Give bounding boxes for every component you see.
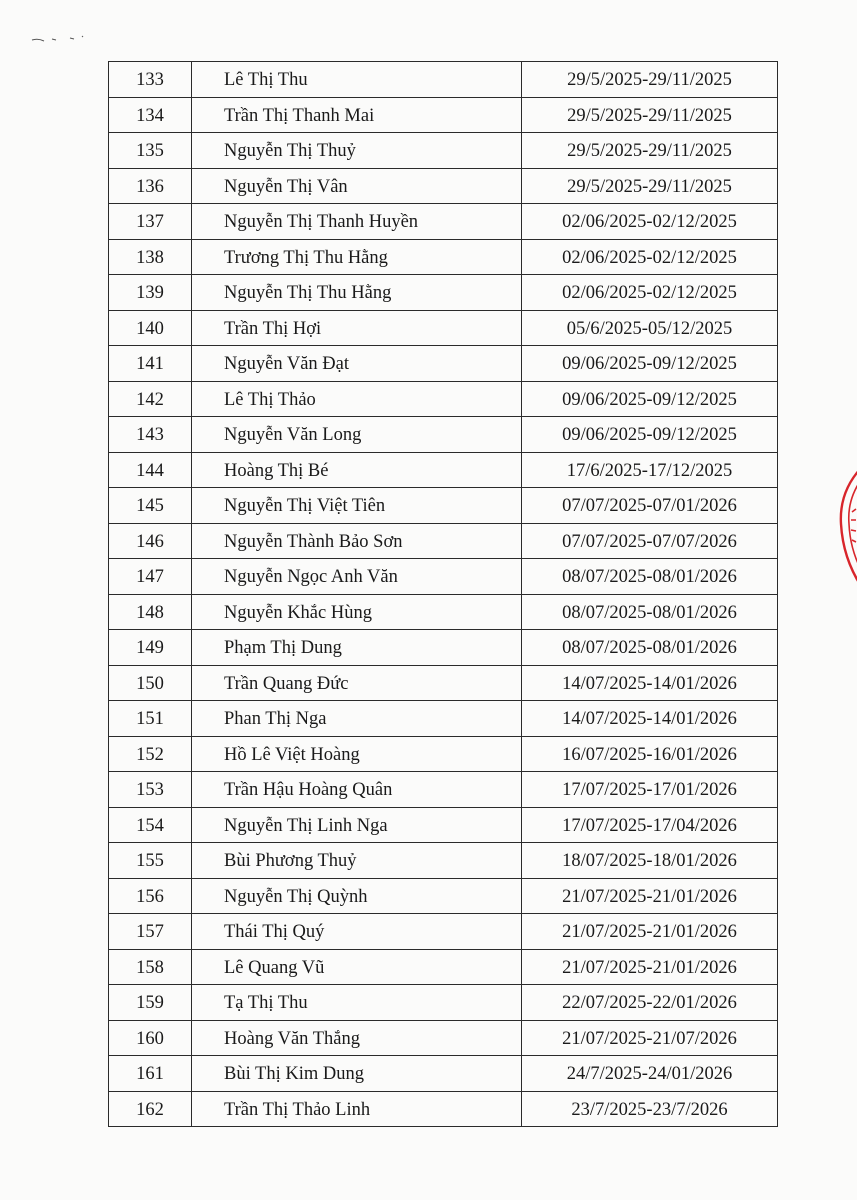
date-range-cell: [522, 914, 778, 950]
scan-speck-mark: [30, 34, 90, 44]
full-name: Hồ Lê Việt Hoàng: [224, 744, 360, 765]
table-row: [109, 1091, 778, 1127]
full-name-cell: [192, 1091, 522, 1127]
row-number-cell: [109, 168, 192, 204]
full-name: Nguyễn Thị Quỳnh: [224, 886, 368, 907]
date-range: 09/06/2025-09/12/2025: [562, 354, 737, 374]
row-number: 159: [136, 993, 164, 1013]
row-number: 140: [136, 318, 164, 339]
row-number: 153: [136, 780, 164, 800]
full-name-cell: [192, 665, 522, 701]
full-name: Trương Thị Thu Hằng: [224, 247, 388, 268]
row-number-cell: [109, 1056, 192, 1092]
full-name-cell: [192, 1056, 522, 1092]
date-range: 24/7/2025-24/01/2026: [566, 1064, 733, 1084]
full-name-cell: [192, 878, 522, 914]
table-row: [109, 630, 778, 666]
full-name-cell: [192, 62, 522, 98]
date-range-cell: [522, 275, 778, 311]
date-range: 22/07/2025-22/01/2026: [562, 993, 737, 1013]
date-range: 23/7/2025-23/7/2026: [571, 1099, 728, 1120]
full-name: Lê Thị Thu: [224, 70, 308, 90]
full-name-cell: [192, 701, 522, 737]
full-name-cell: [192, 807, 522, 843]
full-name-cell: [192, 346, 522, 382]
row-number: 138: [136, 247, 164, 268]
table-row: [109, 133, 778, 169]
date-range-cell: [522, 488, 778, 524]
date-range: 21/07/2025-21/01/2026: [562, 957, 737, 978]
table-row: [109, 452, 778, 488]
row-number: 144: [136, 460, 164, 481]
full-name-cell: [192, 559, 522, 595]
full-name: Trần Thị Hợi: [224, 318, 322, 339]
date-range: 29/5/2025-29/11/2025: [567, 141, 732, 161]
row-number: 160: [136, 1028, 164, 1049]
row-number-cell: [109, 346, 192, 382]
table-row: [109, 772, 778, 808]
full-name: Thái Thị Quý: [224, 922, 325, 942]
date-range-cell: [522, 736, 778, 772]
full-name: Trần Quang Đức: [224, 673, 349, 694]
date-range-cell: [522, 701, 778, 737]
date-range-cell: [522, 985, 778, 1021]
table-row: [109, 310, 778, 346]
table-row: [109, 807, 778, 843]
date-range: 21/07/2025-21/07/2026: [562, 1028, 737, 1049]
date-range-cell: [522, 452, 778, 488]
row-number: 139: [136, 283, 164, 303]
date-range-cell: [522, 843, 778, 879]
row-number-cell: [109, 701, 192, 737]
row-number: 154: [136, 815, 164, 836]
row-number: 148: [136, 602, 164, 623]
row-number: 147: [136, 567, 164, 587]
date-range-cell: [522, 878, 778, 914]
full-name: Lê Quang Vũ: [224, 957, 325, 978]
full-name-cell: [192, 594, 522, 630]
row-number-cell: [109, 914, 192, 950]
full-name: Trần Hậu Hoàng Quân: [224, 780, 393, 800]
row-number: 133: [136, 70, 164, 90]
date-range-cell: [522, 772, 778, 808]
date-range: 08/07/2025-08/01/2026: [562, 602, 737, 623]
table-row: [109, 701, 778, 737]
table-row: [109, 559, 778, 595]
full-name: Trần Thị Thảo Linh: [224, 1099, 371, 1120]
full-name-cell: [192, 949, 522, 985]
date-range: 09/06/2025-09/12/2025: [562, 425, 737, 445]
row-number-cell: [109, 97, 192, 133]
date-range-cell: [522, 665, 778, 701]
row-number-cell: [109, 133, 192, 169]
date-range-cell: [522, 949, 778, 985]
table-row: [109, 204, 778, 240]
date-range: 07/07/2025-07/01/2026: [562, 496, 737, 516]
full-name: Phạm Thị Dung: [224, 638, 342, 658]
table-row: [109, 97, 778, 133]
table-row: [109, 523, 778, 559]
row-number: 155: [136, 851, 164, 871]
date-range: 08/07/2025-08/01/2026: [562, 567, 737, 587]
full-name-cell: [192, 630, 522, 666]
date-range-cell: [522, 807, 778, 843]
row-number: 135: [136, 141, 164, 161]
full-name: Nguyễn Văn Đạt: [224, 354, 350, 374]
table-row: [109, 239, 778, 275]
full-name-cell: [192, 488, 522, 524]
date-range-cell: [522, 523, 778, 559]
date-range-cell: [522, 630, 778, 666]
table-row: [109, 275, 778, 311]
full-name-cell: [192, 239, 522, 275]
table-row: [109, 417, 778, 453]
row-number: 162: [136, 1099, 164, 1120]
table-row: [109, 346, 778, 382]
date-range-cell: [522, 381, 778, 417]
full-name-cell: [192, 843, 522, 879]
full-name: Nguyễn Khắc Hùng: [224, 602, 372, 623]
table-row: [109, 665, 778, 701]
table-row: [109, 736, 778, 772]
row-number-cell: [109, 417, 192, 453]
row-number: 141: [136, 354, 164, 374]
row-number-cell: [109, 239, 192, 275]
date-range-cell: [522, 97, 778, 133]
full-name-cell: [192, 772, 522, 808]
date-range: 17/07/2025-17/01/2026: [562, 780, 737, 800]
roster-table-body: [109, 62, 778, 1127]
date-range: 29/5/2025-29/11/2025: [567, 176, 732, 197]
row-number-cell: [109, 381, 192, 417]
table-row: [109, 381, 778, 417]
row-number: 151: [136, 709, 164, 729]
date-range-cell: [522, 310, 778, 346]
date-range-cell: [522, 168, 778, 204]
date-range: 17/07/2025-17/04/2026: [562, 815, 737, 836]
row-number-cell: [109, 62, 192, 98]
date-range-cell: [522, 133, 778, 169]
full-name: Hoàng Thị Bé: [224, 460, 329, 481]
row-number-cell: [109, 1091, 192, 1127]
row-number-cell: [109, 488, 192, 524]
full-name-cell: [192, 985, 522, 1021]
row-number-cell: [109, 807, 192, 843]
full-name-cell: [192, 168, 522, 204]
date-range: 02/06/2025-02/12/2025: [562, 283, 737, 303]
date-range-cell: [522, 62, 778, 98]
full-name: Trần Thị Thanh Mai: [224, 105, 375, 126]
table-row: [109, 878, 778, 914]
table-row: [109, 985, 778, 1021]
row-number: 142: [136, 389, 164, 410]
full-name-cell: [192, 417, 522, 453]
date-range: 17/6/2025-17/12/2025: [566, 460, 733, 481]
row-number-cell: [109, 204, 192, 240]
row-number: 152: [136, 744, 164, 765]
full-name: Bùi Phương Thuỷ: [224, 851, 357, 871]
full-name: Nguyễn Thị Thanh Huyền: [224, 212, 419, 232]
full-name: Nguyễn Thị Thuỷ: [224, 141, 356, 161]
row-number-cell: [109, 523, 192, 559]
date-range: 21/07/2025-21/01/2026: [562, 886, 737, 907]
table-row: [109, 594, 778, 630]
full-name: Nguyễn Thị Vân: [224, 176, 348, 197]
date-range: 05/6/2025-05/12/2025: [566, 318, 733, 339]
date-range: 02/06/2025-02/12/2025: [562, 247, 737, 268]
table-row: [109, 1056, 778, 1092]
row-number-cell: [109, 559, 192, 595]
full-name: Nguyễn Thành Bảo Sơn: [224, 531, 403, 552]
row-number-cell: [109, 1020, 192, 1056]
full-name: Nguyễn Thị Thu Hằng: [224, 283, 392, 303]
row-number-cell: [109, 452, 192, 488]
full-name-cell: [192, 97, 522, 133]
full-name-cell: [192, 204, 522, 240]
row-number-cell: [109, 275, 192, 311]
date-range-cell: [522, 239, 778, 275]
full-name: Lê Thị Thảo: [224, 389, 316, 410]
full-name-cell: [192, 1020, 522, 1056]
date-range: 29/5/2025-29/11/2025: [567, 105, 732, 126]
full-name: Hoàng Văn Thắng: [224, 1028, 360, 1049]
full-name: Tạ Thị Thu: [224, 993, 308, 1013]
row-number: 150: [136, 673, 164, 694]
date-range: 02/06/2025-02/12/2025: [562, 212, 737, 232]
full-name-cell: [192, 736, 522, 772]
full-name: Nguyễn Ngọc Anh Văn: [224, 567, 398, 587]
full-name-cell: [192, 914, 522, 950]
date-range-cell: [522, 204, 778, 240]
date-range: 07/07/2025-07/07/2026: [562, 531, 737, 552]
row-number: 137: [136, 212, 164, 232]
date-range: 08/07/2025-08/01/2026: [562, 638, 737, 658]
table-row: [109, 1020, 778, 1056]
date-range-cell: [522, 417, 778, 453]
row-number-cell: [109, 985, 192, 1021]
row-number-cell: [109, 630, 192, 666]
row-number: 136: [136, 176, 164, 197]
full-name-cell: [192, 452, 522, 488]
full-name-cell: [192, 310, 522, 346]
row-number: 145: [136, 496, 164, 516]
date-range-cell: [522, 1020, 778, 1056]
date-range: 29/5/2025-29/11/2025: [567, 70, 732, 90]
row-number: 158: [136, 957, 164, 978]
date-range-cell: [522, 1056, 778, 1092]
row-number-cell: [109, 878, 192, 914]
row-number-cell: [109, 310, 192, 346]
row-number-cell: [109, 772, 192, 808]
row-number-cell: [109, 949, 192, 985]
full-name: Nguyễn Thị Việt Tiên: [224, 496, 386, 516]
row-number: 149: [136, 638, 164, 658]
full-name-cell: [192, 523, 522, 559]
date-range: 14/07/2025-14/01/2026: [562, 709, 737, 729]
full-name-cell: [192, 275, 522, 311]
row-number-cell: [109, 594, 192, 630]
row-number: 157: [136, 922, 164, 942]
row-number: 161: [136, 1064, 164, 1084]
row-number: 143: [136, 425, 164, 445]
date-range-cell: [522, 346, 778, 382]
date-range: 16/07/2025-16/01/2026: [562, 744, 737, 765]
roster-table: [108, 61, 778, 1127]
table-row: [109, 843, 778, 879]
date-range: 14/07/2025-14/01/2026: [562, 673, 737, 694]
date-range-cell: [522, 559, 778, 595]
row-number: 134: [136, 105, 164, 126]
table-row: [109, 488, 778, 524]
full-name-cell: [192, 133, 522, 169]
table-row: [109, 914, 778, 950]
row-number-cell: [109, 843, 192, 879]
row-number-cell: [109, 736, 192, 772]
table-row: [109, 62, 778, 98]
date-range-cell: [522, 1091, 778, 1127]
full-name: Phan Thị Nga: [224, 709, 327, 729]
full-name: Bùi Thị Kim Dung: [224, 1064, 364, 1084]
row-number-cell: [109, 665, 192, 701]
row-number: 156: [136, 886, 164, 907]
date-range: 09/06/2025-09/12/2025: [562, 389, 737, 410]
full-name: Nguyễn Văn Long: [224, 425, 362, 445]
table-row: [109, 168, 778, 204]
date-range: 18/07/2025-18/01/2026: [562, 851, 737, 871]
full-name-cell: [192, 381, 522, 417]
table-row: [109, 949, 778, 985]
red-seal-fragment: [833, 462, 857, 592]
row-number: 146: [136, 531, 164, 552]
full-name: Nguyễn Thị Linh Nga: [224, 815, 388, 836]
date-range: 21/07/2025-21/01/2026: [562, 922, 737, 942]
date-range-cell: [522, 594, 778, 630]
